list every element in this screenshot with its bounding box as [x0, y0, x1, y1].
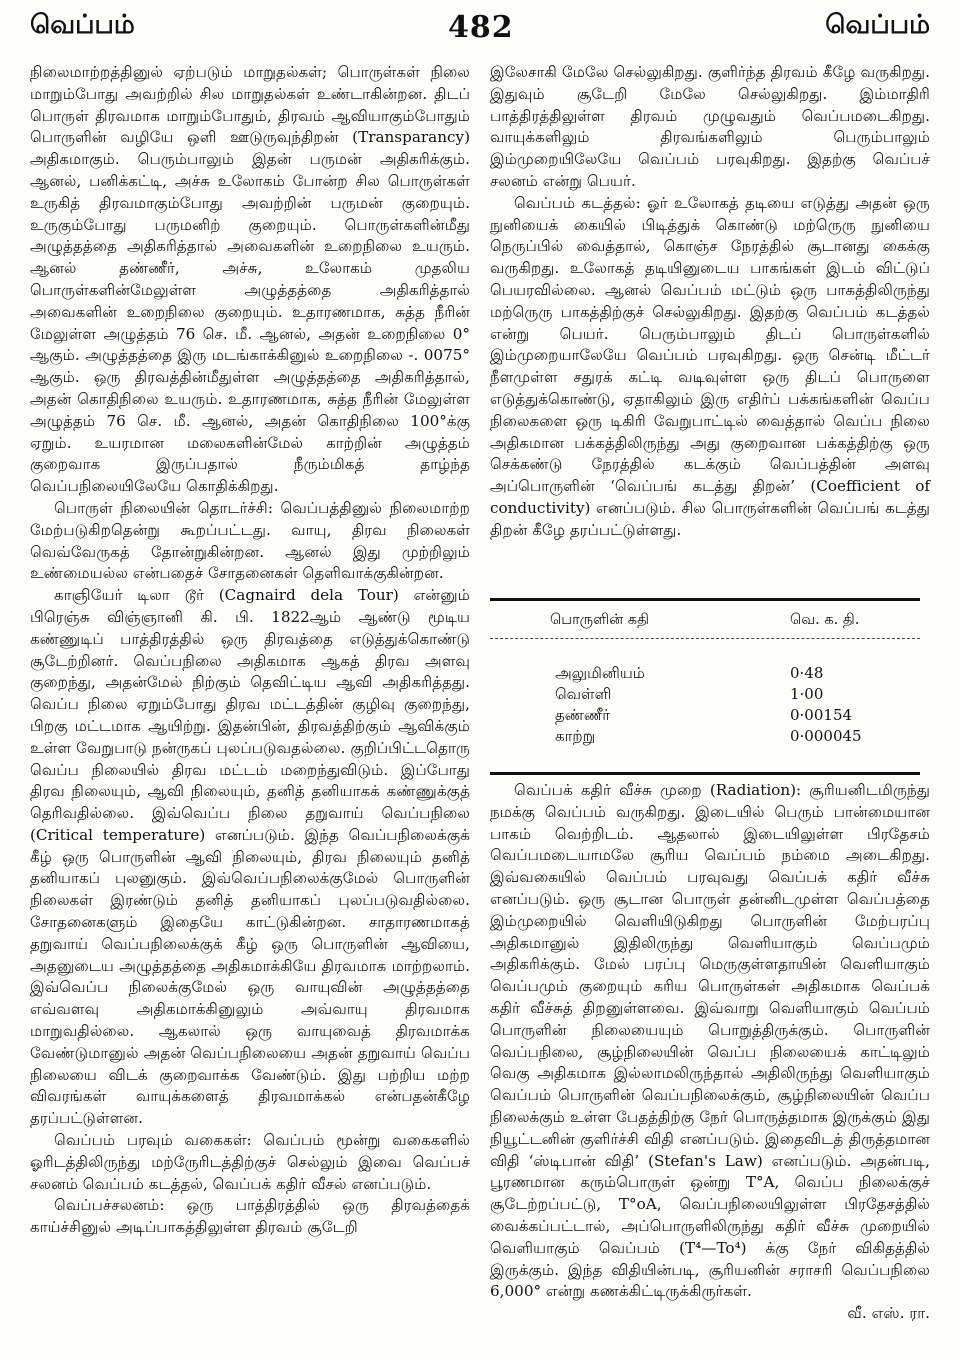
value-cell: 0·000045 [790, 727, 862, 745]
value-cell: 0·00154 [790, 706, 853, 724]
table-row [490, 726, 920, 747]
header-value: வெ. க. தி. [790, 612, 860, 628]
paragraph-phase-change: நிலைமாற்றத்தினுல் ஏற்படும் மாறுதல்கள்; பொருள்கள் நிலை மாறும்போது அவற்றில் சில மாறுதல்கள் உண்டாகின்றன. திடப் பொருள் திரவமாக மாறும்போதும், திரவம் ஆவியாகும்போதும் பொருளின் வழியே ஒளி ஊடுருவுந்திறன் (Transparancy) அதிகமாகும். பெரும்பாலும் இதன் பருமன் அதிகரிக்கும். ஆனல், பனிக்கட்டி, அச்சு உலோகம் போன்ற சில பொருள்கள் உருகித் திரவமாகும்போது அவற்றின் பருமன் குறையும். உருகும்போது பருமனிற் குறையும். பொருள்களின்மீது அழுத்தத்தை அதிகரித்தால் அவைகளின் உறைநிலை உயரும். ஆனல் தண்ணீர், அச்சு, உலோகம் முதலிய பொருள்களின்மேலுள்ள அழுத்தத்தை அதிகரித்தால் அவைகளின் உறைநிலை குறையும். உதாரணமாக, சுத்த நீரின் மேலுள்ள அழுத்தம் 76 செ. மீ. ஆனல், அதன் உறைநிலை 0° ஆகும். அழுத்தத்தை இரு மடங்காக்கினுல் உறைநிலை -. 0075° ஆகும். ஒரு திரவத்தின்மீதுள்ள அழுத்தத்தை அதிகரித்தால், அதன் கொதிநிலை உயரும். உதாரணமாக, சுத்த நீரின் மேலுள்ள அழுத்தம் 76 செ. மீ. ஆனல், அதன் கொதிநிலை 100°க்கு ஏறும். உயரமான மலைகளின்மேல் காற்றின் அழுத்தம் குறைவாக இருப்பதால் நீரும்மிகத் தாழ்ந்த வெப்பநிலையிலேயே கொதிக்கிறது. [30, 63, 470, 496]
material-cell: வெள்ளி [555, 685, 612, 703]
paragraph-heat-transfer-modes: வெப்பம் பரவும் வகைகள்: வெப்பம் மூன்று வகைகளில் ஓரிடத்திலிருந்து மற்ருேரிடத்திற்குச் செல்லும் இவை வெப்பச் சலனம் வெப்பம் கடத்தல், வெப்பக் கதிர் வீசல் எனப்படும். [30, 1131, 470, 1193]
table-bottom-rule [490, 772, 920, 775]
paragraph-cagnaird-experiment: காஞியேர் டிலா டூர் (Cagnaird dela Tour) என்னும் பிரெஞ்சு விஞ்ஞானி கி. பி. 1822ஆம் ஆண்டு மூடிய கண்ணுடிப் பாத்திரத்தில் ஒரு திரவத்தை எடுத்துக்கொண்டு சூடேற்றினர். வெப்பநிலை அதிகமாக ஆகத் திரவ அளவு குறைந்து, அதன்மேல் நிற்கும் தெவிட்டிய ஆவி அதிகரித்தது. வெப்ப நிலை ஏறும்போது திரவ மட்டத்தின் குழிவு குறைந்து, பிறகு மட்டமாக ஆயிற்று. இதன்பின், திரவத்திற்கும் ஆவிக்கும் உள்ள வேறுபாடு நன்ருகப் புலப்படுவதல்லை. குறிப்பிட்டதொரு வெப்ப நிலையில் திரவ மட்டம் மறைந்துவிடும். இப்போது திரவ நிலையும், ஆவி நிலையும், தனித் தனியாகக் கண்ணுக்குத் தெரிவதில்லை. இவ்வெப்ப நிலை தறுவாய் வெப்பநிலை (Critical temperature) எனப்படும். இந்த வெப்பநிலைக்குக் கீழ் ஒரு பொருளின் ஆவி நிலையும், திரவ நிலையும் தனித் தனியாகப் புலனுகும். இவ்வெப்பநிலைக்குமேல் பொருளின் நிலைகள் இரண்டும் தனித் தனியாகப் புலப்படுவதில்லை. சோதனைகளும் இதையே காட்டுகின்றன. சாதாரணமாகத் தறுவாய் வெப்பநிலைக்குக் கீழ் ஒரு பொருளின் ஆவியை, அதனுடைய அழுத்தத்தை அதிகமாக்கியே திரவமாக மாற்றலாம். இவ்வெப்ப நிலைக்குமேல் ஒரு வாயுவின் அழுத்தத்தை எவ்வளவு அதிகமாக்கினுலும் அவ்வாயு திரவமாக மாறுவதில்லை. ஆகலால் ஒரு வாயுவைத் திரவமாக்க வேண்டுமானுல் அதன் வெப்பநிலையை அதன் தறுவாய் வெப்ப நிலையை விடக் குறைவாக்க வேண்டும். இது பற்றிய மற்ற விவரங்கள் வாயுக்களைத் திரவமாக்கல் என்பதன்கீழே தரப்பட்டுள்ளன. [30, 586, 470, 1128]
page-number: 482 [448, 10, 514, 45]
paragraph-radiation: வெப்பக் கதிர் வீச்சு முறை (Radiation): சூரியனிடமிருந்து நமக்கு வெப்பம் வருகிறது. இடையில் பெரும் பான்மையான பாகம் வெற்றிடம். ஆதலால் இடையிலுள்ள பிரதேசம் வெப்பமடையாமலே சூரிய வெப்பம் நம்மை அடைகிறது. இவ்வகையில் வெப்பம் பரவுவது வெப்பக் கதிர் வீச்சு எனப்படும். ஒரு சூடான பொருள் தன்னிடமுள்ள வெப்பத்தை இம்முறையில் வெளியிடுகிறது பொருளின் மேற்பரப்பு அதிகமானுல் இதிலிருந்து வெளியாகும் வெப்பமும் அதிகரிக்கும். மேல் பரப்பு மெருகுள்ளதாயின் வெளியாகும் வெப்பமும் குறையும் கரிய பொருள்கள் அதிகமாக வெப்பக் கதிர் வீச்சுத் திறனுள்ளவை. இவ்வாறு வெளியாகும் வெப்பம் பொருளின் நிலையையும் பொறுத்திருக்கும். பொருளின் வெப்பநிலை, சூழ்நிலையின் வெப்ப நிலையைக் காட்டிலும் வெகு அதிகமாக இல்லாமலிருந்தால் அதிலிருந்து வெளியாகும் வெப்பம் பொருளின் வெப்பநிலைக்கும், சூழ்நிலையின் வெப்ப நிலைக்கும் உள்ள பேதத்திற்கு நேர் பொருத்தமாக இருக்கும் இது நியூட்டனின் குளிர்ச்சி விதி எனப்படும். இதைவிடத் திருத்தமான விதி ‘ஸ்டிபான் விதி’ (Stefan's Law) எனப்படும். அதன்படி, பூரணமான கரும்பொருள் ஒன்று T°A, வெப்ப நிலைக்குச் சூடேற்றப்பட்டு, T°oA, வெப்பநிலையிலுள்ள பிரதேசத்தில் வைக்கப்பட்டால், அப்பொருளிலிருந்து கதிர் வீச்சு முறையில் வெளியாகும் வெப்பம் (T⁴—To⁴) க்கு நேர் விகிதத்தில் இருக்கும். இந்த விதியின்படி, சூரியனின் சராசரி வெப்பநிலை 6,000° என்று கணக்கிட்டிருக்கிருர்கள். [490, 781, 930, 1301]
author-signature: வீ. எஸ். ரா. [847, 1304, 930, 1323]
conductivity-table [490, 606, 920, 747]
material-cell: காற்று [555, 727, 596, 745]
value-cell: 1·00 [790, 685, 824, 703]
table-row [490, 705, 920, 726]
right-column-bottom [490, 780, 930, 1325]
paragraph-convection: வெப்பச்சலனம்: ஒரு பாத்திரத்தில் ஒரு திரவத்தைக் காய்ச்சினுல் அடிப்பாகத்திலுள்ள திரவம் சூடேறி [30, 1196, 470, 1237]
table-header [490, 606, 920, 639]
table-row [490, 663, 920, 684]
page-header [0, 10, 960, 50]
paragraph-conduction: வெப்பம் கடத்தல்: ஓர் உலோகத் தடியை எடுத்து அதன் ஒரு நுனியைக் கையில் பிடித்துக் கொண்டு மற்ருெரு நுனியை நெருப்பில் வைத்தால், கொஞ்ச நேரத்தில் சூடானது கைக்கு வருகிறது. உலோகத் தடியினுடைய பாகங்கள் இடம் விட்டுப் பெயரவில்லை. ஆனல் வெப்பம் மட்டும் ஒரு பாகத்திலிருந்து மற்ருெரு பாகத்திற்குச் செல்லுகிறது. இதற்கு வெப்பம் கடத்தல் என்று பெயர். பெரும்பாலும் திடப் பொருள்களில் இம்முறையாலேயே வெப்பம் பரவுகிறது. ஒரு சென்டி மீட்டர் நீளமுள்ள சதுரக் கட்டி வடிவுள்ள ஒரு திடப் பொருளை எடுத்துக்கொண்டு, ஏதாகிலும் இரு எதிர்ப் பக்கங்களின் வெப்ப நிலைகளை ஒரு டிகிரி வேறுபாட்டில் வைத்தால் வெப்ப நிலை அதிகமான பக்கத்திலிருந்து அது குறைவான பக்கத்திற்கு ஒரு செக்கண்டு நேரத்தில் கடக்கும் வெப்பத்தின் அளவு அப்பொருளின் ‘வெப்பங் கடத்து திறன்’ (Coefficient of conductivity) எனப்படும். சில பொருள்களின் வெப்பங் கடத்து திறன் கீழே தரப்பட்டுள்ளது. [490, 193, 930, 539]
running-head-left: வெப்பம் [30, 10, 135, 40]
running-head-right: வெப்பம் [825, 10, 930, 40]
table-row [490, 684, 920, 705]
header-material: பொருளின் கதி [550, 612, 649, 628]
left-column [30, 62, 470, 1239]
material-cell: அலுமினியம் [555, 664, 645, 682]
value-cell: 0·48 [790, 664, 824, 682]
material-cell: தண்ணீர் [555, 706, 611, 724]
paragraph-convection-cont: இலேசாகி மேலே செல்லுகிறது. குளிர்ந்த திரவம் கீழே வருகிறது. இதுவும் சூடேறி மேலே செல்லுகிறது. இம்மாதிரி பாத்திரத்திலுள்ள திரவம் முழுவதும் வெப்பமடைகிறது. வாயுக்களிலும் திரவங்களிலும் பெரும்பாலும் இம்முறையிலேயே வெப்பம் பரவுகிறது. இதற்கு வெப்பச் சலனம் என்று பெயர். [490, 63, 930, 190]
paragraph-continuity-of-state: பொருள் நிலையின் தொடர்ச்சி: வெப்பத்தினுல் நிலைமாற்ற மேற்படுகிறதென்று கூறப்பட்டது. வாயு, திரவ நிலைகள் வெவ்வேருகத் தோன்றுகின்றன. ஆனல் இது முற்றிலும் உண்மையல்ல என்பதைச் சோதனைகள் தெளிவாக்குகின்றன. [30, 498, 470, 583]
right-column-top [490, 62, 930, 542]
table-top-rule [490, 598, 920, 601]
